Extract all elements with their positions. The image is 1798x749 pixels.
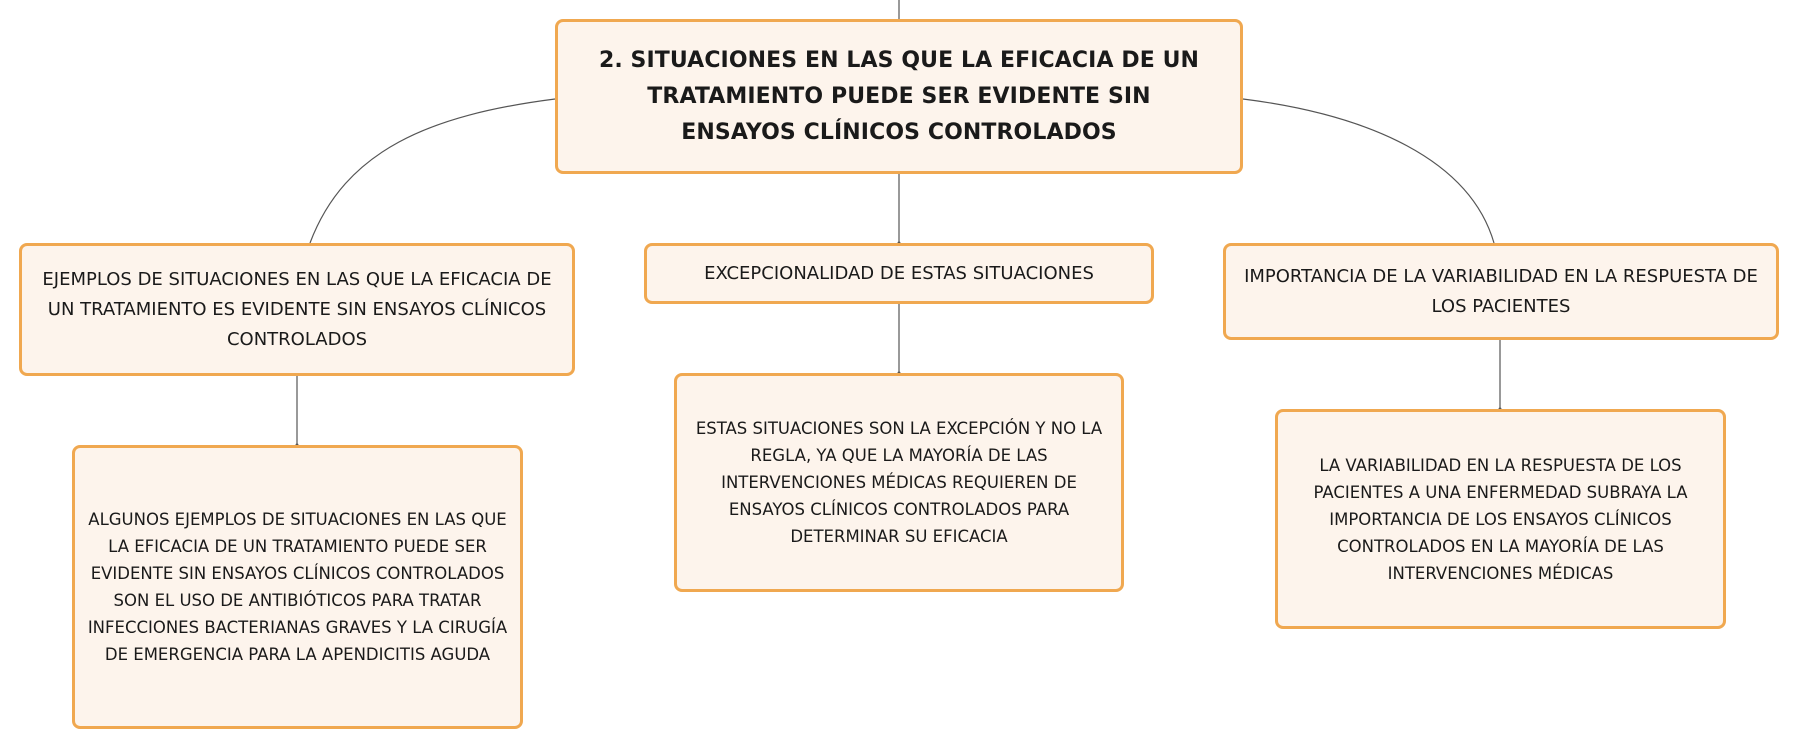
- branch-label-importancia: IMPORTANCIA DE LA VARIABILIDAD EN LA RESPUESTA DE LOS PACIENTES: [1244, 265, 1758, 317]
- branch-node-ejemplos[interactable]: [19, 243, 575, 376]
- branch-node-importancia[interactable]: [1223, 243, 1779, 340]
- detail-node-excepcionalidad[interactable]: [674, 373, 1124, 592]
- detail-text-importancia: LA VARIABILIDAD EN LA RESPUESTA DE LOS PACIENTES A UNA ENFERMEDAD SUBRAYA LA IMPORTANCIA DE LOS ENSAYOS CLÍNICOS CONTROLADOS EN LA MAYORÍA DE LAS INTERVENCIONES MÉDICAS: [1313, 455, 1688, 583]
- root-topic-node[interactable]: [555, 19, 1243, 174]
- detail-text-ejemplos: ALGUNOS EJEMPLOS DE SITUACIONES EN LAS QUE LA EFICACIA DE UN TRATAMIENTO PUEDE SER EVIDENTE SIN ENSAYOS CLÍNICOS CONTROLADOS SON EL USO DE ANTIBIÓTICOS PARA TRATAR INFECCIONES BACTERIANAS GRAVES Y LA CIRUGÍA DE EMERGENCIA PARA LA APENDICITIS AGUDA: [87, 510, 508, 664]
- root-topic-label: 2. SITUACIONES EN LAS QUE LA EFICACIA DE UN TRATAMIENTO PUEDE SER EVIDENTE SIN ENSAYOS CLÍNICOS CONTROLADOS: [598, 47, 1200, 145]
- connector-root-importancia: [1243, 99, 1494, 243]
- branch-label-ejemplos: EJEMPLOS DE SITUACIONES EN LAS QUE LA EFICACIA DE UN TRATAMIENTO ES EVIDENTE SIN ENSAYOS CLÍNICOS CONTROLADOS: [42, 268, 552, 350]
- detail-node-ejemplos[interactable]: [72, 445, 523, 729]
- detail-node-importancia[interactable]: [1275, 409, 1726, 629]
- connector-root-ejemplos: [310, 99, 555, 243]
- detail-text-excepcionalidad: ESTAS SITUACIONES SON LA EXCEPCIÓN Y NO LA REGLA, YA QUE LA MAYORÍA DE LAS INTERVENCIONES MÉDICAS REQUIEREN DE ENSAYOS CLÍNICOS CONTROLADOS PARA DETERMINAR SU EFICACIA: [695, 419, 1103, 546]
- branch-label-excepcionalidad: EXCEPCIONALIDAD DE ESTAS SITUACIONES: [704, 262, 1094, 284]
- branch-node-excepcionalidad[interactable]: [644, 243, 1154, 304]
